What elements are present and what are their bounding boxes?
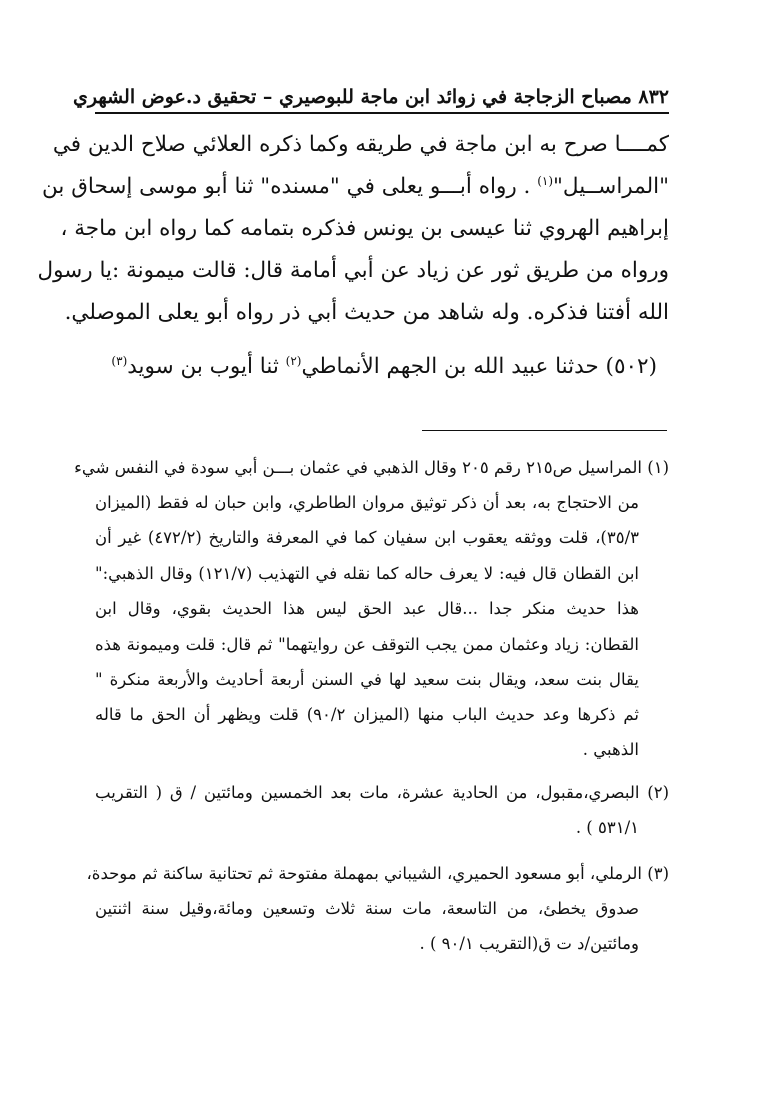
footnote-line: ثم ذكرها وعد حديث الباب منها (الميزان ٩٠/٢) قلت ويظهر أن الحق ما قاله	[95, 705, 639, 724]
footnote-line: من الاحتجاج به، بعد أن ذكر توثيق مروان الطاطري، وابن حبان له فقط (الميزان	[95, 493, 639, 512]
main-text-line	[42, 170, 669, 204]
footnote-line: هذا حديث منكر جدا ...قال عبد الحق ليس هذا الحديث بقوي، وقال ابن	[95, 599, 639, 618]
running-header: ٨٣٢ مصباح الزجاجة في زوائد ابن ماجة للبوصيري – تحقيق د.عوض الشهري	[95, 82, 669, 114]
footnote-line: (١) المراسيل ص٢١٥ رقم ٢٠٥ وقال الذهبي في عثمان بـــن أبي سودة في النفس شيء	[74, 458, 669, 477]
footnote-separator	[422, 430, 667, 431]
main-text-line: كمــــا صرح به ابن ماجة في طريقه وكما ذكره العلائي صلاح الدين في	[52, 132, 669, 157]
footnote-ref-2[interactable]: (٢)	[285, 354, 302, 368]
footnote-line: الذهبي .	[582, 740, 639, 759]
footnote-ref-3[interactable]: (٣)	[111, 354, 128, 368]
footnote-ref-1[interactable]: (١)	[537, 174, 554, 188]
footnote-line: (٣) الرملي، أبو مسعود الحميري، الشيباني بمهملة مفتوحة ثم تحتانية ساكنة ثم موحدة،	[86, 864, 669, 883]
footnote-line: ومائتين/د ت ق(التقريب ٩٠/١ ) .	[419, 934, 639, 953]
footnote-line: (٢) البصري،مقبول، من الحادية عشرة، مات بعد الخمسين ومائتين / ق ( التقريب	[95, 783, 669, 802]
main-text-line: الله أفتنا فذكره. وله شاهد من حديث أبي ذر رواه أبو يعلى الموصلي.	[64, 300, 669, 325]
main-text-segment: "المراســيل"	[553, 174, 669, 199]
footnote-line: ابن القطان قال فيه: لا يعرف حاله كما نقله في التهذيب (١٢١/٧) وقال الذهبي:"	[95, 564, 639, 583]
footnote-line: ٥٣١/١ ) .	[575, 818, 639, 837]
footnote-line: القطان: زياد وعثمان ممن يجب التوقف عن روايتهما" ثم قال: قلت وميمونة هذه	[95, 635, 639, 654]
main-text-line: ورواه من طريق ثور عن زياد عن أبي أمامة قال: قالت ميمونة :يا رسول	[37, 258, 669, 283]
main-text-line: إبراهيم الهروي ثنا عيسى بن يونس فذكره بتمامه كما رواه ابن ماجة ،	[60, 216, 669, 241]
footnote-line: صدوق يخطئ، من التاسعة، مات سنة ثلاث وتسعين ومائة،وقيل سنة اثنتين	[95, 899, 639, 918]
footnote-line: ٣٥/٣)، قلت ووثقه يعقوب ابن سفيان كما في المعرفة والتاريخ (٤٧٢/٢) غير أن	[95, 528, 640, 547]
hadith-text: (٥٠٢) حدثنا عبيد الله بن الجهم الأنماطي	[301, 354, 657, 379]
footnote-line: يقال بنت سعد، ويقال بنت سعيد لها في السنن أربعة أحاديث والأربعة منكرة "	[95, 670, 639, 689]
main-text-segment: . رواه أبـــو يعلى في "مسنده" ثنا أبو موسى إسحاق بن	[42, 174, 538, 199]
hadith-text: ثنا أيوب بن سويد	[127, 354, 286, 379]
hadith-heading	[95, 350, 669, 384]
